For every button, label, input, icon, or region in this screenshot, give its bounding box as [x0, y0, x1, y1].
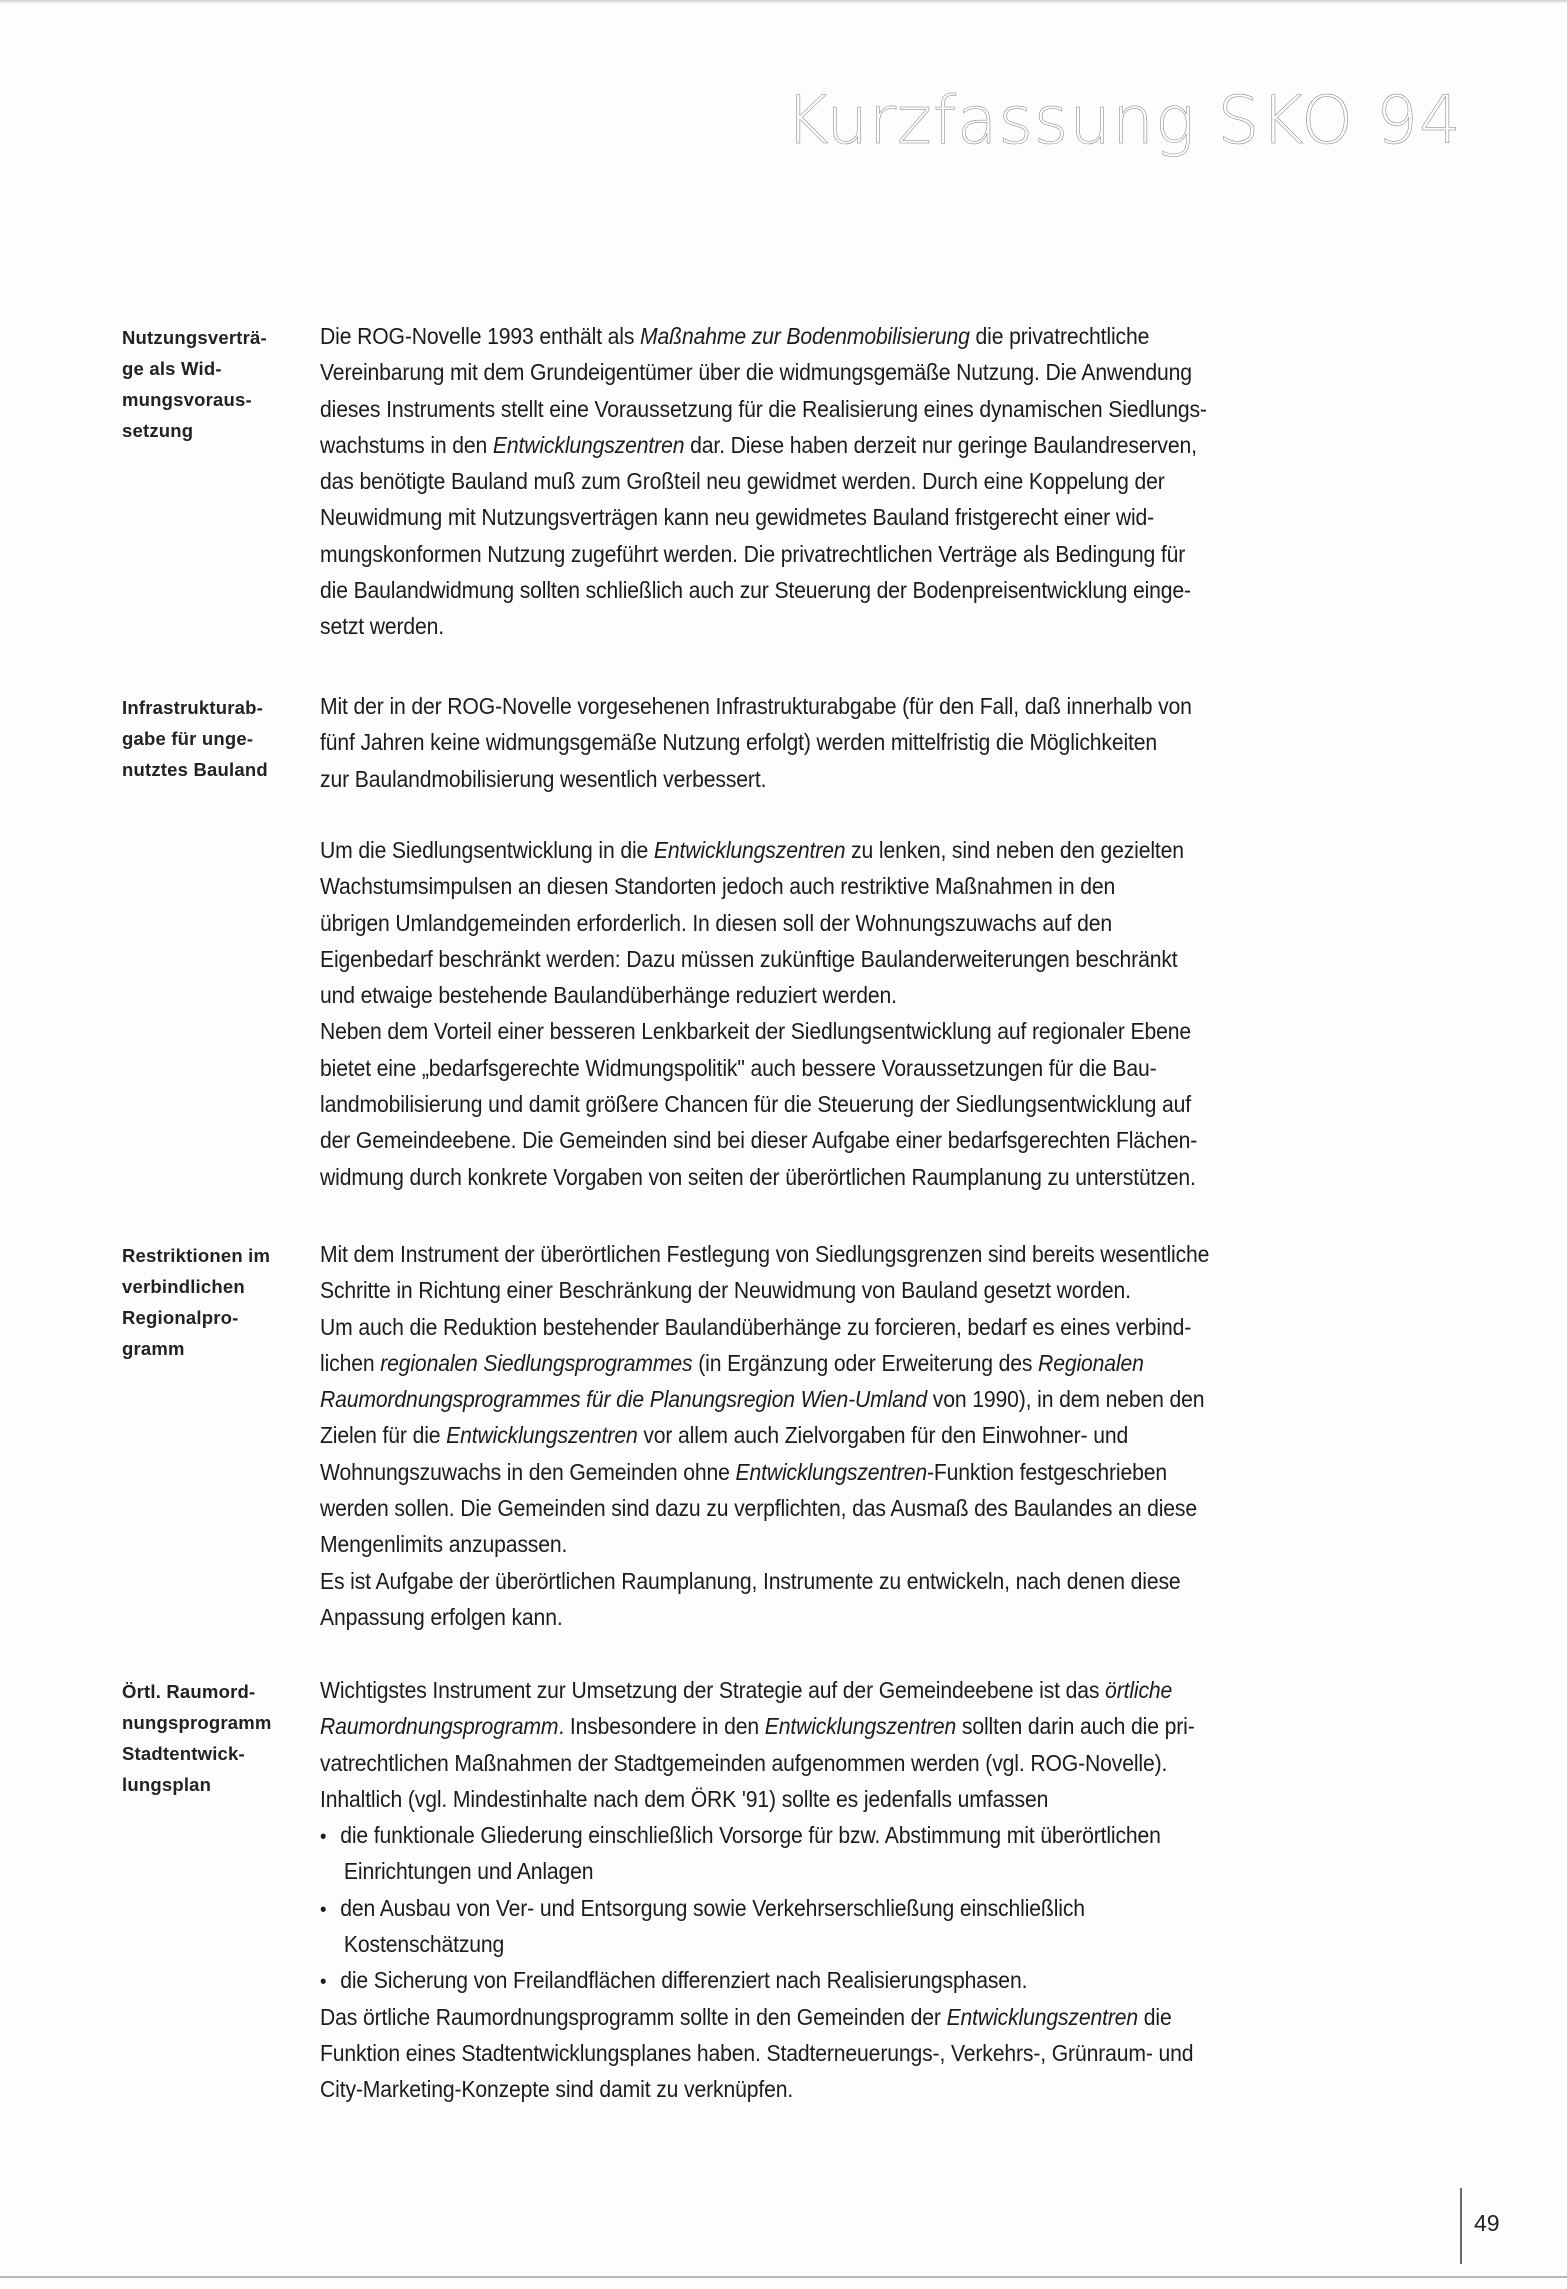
margin-note-line: gramm	[122, 1338, 185, 1359]
text-run: vatrechtlichen Maßnahmen der Stadtgemeinden aufgenommen werden (vgl. ROG-Novelle).	[320, 1749, 1168, 1776]
text-run: zu lenken, sind neben den gezielten	[845, 837, 1184, 863]
margin-note-line: Infrastrukturab-	[122, 697, 263, 718]
text-run: bietet eine „bedarfsgerechte Widmungspolitik" auch bessere Voraussetzungen für die Bau-	[320, 1054, 1157, 1081]
text-line	[320, 1708, 1369, 1744]
emphasis-text: Entwicklungszentren	[653, 837, 846, 863]
text-run: City-Marketing-Konzepte sind damit zu verknüpfen.	[320, 2076, 794, 2103]
emphasis-text: Maßnahme zur Bodenmobilisierung	[640, 323, 970, 349]
margin-note-oertl-raumordnungsprogramm	[122, 1676, 312, 1800]
text-run: wachstums in den	[320, 431, 493, 458]
text-run: setzt werden.	[320, 613, 445, 640]
text-run: mungskonformen Nutzung zugeführt werden. Die privatrechtlichen Verträge als Bedingung für	[320, 540, 1186, 567]
text-line	[320, 1381, 1369, 1417]
text-line	[320, 1926, 1369, 1962]
text-line	[320, 1526, 1369, 1562]
text-line	[320, 1236, 1369, 1272]
margin-note-line: gabe für unge-	[122, 728, 254, 749]
text-line	[320, 1490, 1369, 1526]
paragraph-block-3	[320, 832, 1460, 1195]
paragraph-block-4	[320, 1236, 1460, 1635]
emphasis-text: regionalen Siedlungsprogrammes	[380, 1349, 693, 1376]
text-line	[320, 1272, 1369, 1308]
text-run: Um die Siedlungsentwicklung in die	[320, 837, 654, 863]
text-line	[320, 1417, 1369, 1453]
text-line	[320, 1781, 1369, 1817]
emphasis-text: Entwicklungszentren	[764, 1713, 957, 1740]
text-run: Anpassung erfolgen kann.	[320, 1603, 563, 1630]
text-line	[320, 688, 1369, 724]
paragraph-block-1	[320, 318, 1460, 645]
text-run: die Baulandwidmung sollten schließlich auch zur Steuerung der Bodenpreisentwicklung einge-	[320, 577, 1191, 604]
text-run: dar. Diese haben derzeit nur geringe Baulandreserven,	[684, 431, 1197, 458]
text-line	[320, 536, 1369, 572]
margin-note-line: Örtl. Raumord-	[122, 1681, 256, 1702]
emphasis-text: Entwicklungszentren	[446, 1422, 638, 1449]
text-line	[320, 1454, 1369, 1490]
margin-note-line: nungsprogramm	[122, 1712, 272, 1733]
text-run: Das örtliche Raumordnungsprogramm sollte in den Gemeinden der	[320, 2003, 947, 2030]
text-line	[320, 761, 1369, 797]
margin-note-line: mungsvoraus-	[122, 389, 252, 410]
emphasis-text: Regionalen	[1038, 1349, 1144, 1376]
margin-note-line: setzung	[122, 420, 194, 441]
text-line	[320, 1345, 1369, 1381]
text-run: Wichtigstes Instrument zur Umsetzung der Strategie auf der Gemeindeebene ist das	[320, 1677, 1106, 1703]
text-line	[320, 1745, 1369, 1781]
text-run: . Insbesondere in den	[558, 1713, 765, 1740]
bottom-edge-rule	[0, 2276, 1567, 2278]
text-run: dieses Instruments stellt eine Voraussetzung für die Realisierung eines dynamischen Siedlungs-	[320, 395, 1207, 422]
text-run: die Sicherung von Freilandflächen differenziert nach Realisierungsphasen.	[340, 1967, 1028, 1994]
text-run: Mit dem Instrument der überörtlichen Festlegung von Siedlungsgrenzen sind bereits wesentliche	[320, 1241, 1210, 1267]
top-edge-rule	[0, 0, 1567, 3]
text-line	[320, 1890, 1369, 1926]
text-run: Wohnungszuwachs in den Gemeinden ohne	[320, 1458, 736, 1485]
text-run: Funktion eines Stadtentwicklungsplanes haben. Stadterneuerungs-, Verkehrs-, Grünraum- und	[320, 2039, 1194, 2066]
text-run: Mengenlimits anzupassen.	[320, 1531, 568, 1558]
text-run: -Funktion festgeschrieben	[926, 1458, 1167, 1485]
text-line	[320, 1013, 1369, 1049]
text-line	[320, 868, 1369, 904]
text-run: Um auch die Reduktion bestehender Baulandüberhänge zu forcieren, bedarf es eines verbind-	[320, 1313, 1192, 1340]
margin-note-line: ge als Wid-	[122, 358, 222, 379]
text-line	[320, 499, 1369, 535]
emphasis-text: Entwicklungszentren	[946, 2003, 1139, 2030]
text-line	[320, 1086, 1369, 1122]
text-run: Einrichtungen und Anlagen	[343, 1858, 594, 1885]
text-line	[320, 941, 1369, 977]
text-run: Neuwidmung mit Nutzungsverträgen kann neu gewidmetes Bauland fristgerecht einer wid-	[320, 504, 1155, 531]
text-line	[320, 1672, 1369, 1708]
text-run: von 1990), in dem neben den	[927, 1386, 1205, 1413]
text-run: Mit der in der ROG-Novelle vorgesehenen Infrastrukturabgabe (für den Fall, daß innerhalb von	[320, 693, 1192, 719]
text-run: vor allem auch Zielvorgaben für den Einwohner- und	[637, 1422, 1129, 1449]
text-line	[320, 1599, 1369, 1635]
text-line	[320, 1962, 1369, 1998]
emphasis-text: örtliche	[1105, 1677, 1173, 1703]
text-line	[320, 391, 1369, 427]
emphasis-text: Raumordnungsprogramm	[320, 1713, 559, 1740]
text-line	[320, 2035, 1369, 2071]
text-line	[320, 977, 1369, 1013]
margin-note-nutzungsvertraege	[122, 322, 312, 446]
margin-note-infrastrukturabgabe	[122, 692, 312, 785]
emphasis-text: Entwicklungszentren	[492, 431, 685, 458]
text-run: Neben dem Vorteil einer besseren Lenkbarkeit der Siedlungsentwicklung auf regionaler Ebene	[320, 1018, 1191, 1045]
text-line	[320, 724, 1369, 760]
text-line	[320, 572, 1369, 608]
margin-note-line: Regionalpro-	[122, 1307, 239, 1328]
text-run: die funktionale Gliederung einschließlich Vorsorge für bzw. Abstimmung mit überörtlichen	[340, 1822, 1161, 1849]
text-run: den Ausbau von Ver- und Entsorgung sowie Verkehrserschließung einschließlich	[340, 1894, 1085, 1921]
paragraph-block-5	[320, 1672, 1460, 2108]
text-line	[320, 427, 1369, 463]
text-line	[320, 905, 1369, 941]
text-run: lichen	[320, 1349, 381, 1376]
text-run: widmung durch konkrete Vorgaben von seiten der überörtlichen Raumplanung zu unterstützen.	[320, 1163, 1196, 1190]
text-run: sollten darin auch die pri-	[956, 1713, 1195, 1740]
text-run: Eigenbedarf beschränkt werden: Dazu müssen zukünftige Baulanderweiterungen beschränkt	[320, 945, 1178, 972]
emphasis-text: Entwicklungszentren	[735, 1458, 927, 1485]
bullet-icon: •	[320, 1971, 327, 1994]
margin-note-line: lungsplan	[122, 1774, 212, 1795]
margin-note-line: Stadtentwick-	[122, 1743, 245, 1764]
bullet-icon: •	[320, 1826, 327, 1849]
text-line	[320, 1563, 1369, 1599]
page-number-rule	[1460, 2188, 1462, 2264]
bullet-icon: •	[320, 1898, 327, 1921]
text-line	[320, 1309, 1369, 1345]
text-run: der Gemeindeebene. Die Gemeinden sind bei dieser Aufgabe einer bedarfsgerechten Flächen-	[320, 1127, 1198, 1154]
text-run: landmobilisierung und damit größere Chancen für die Steuerung der Siedlungsentwicklung auf	[320, 1091, 1191, 1118]
emphasis-text: Raumordnungsprogrammes für die Planungsregion Wien-Umland	[320, 1386, 928, 1413]
text-line	[320, 318, 1369, 354]
text-line	[320, 1122, 1369, 1158]
text-run: Kostenschätzung	[343, 1931, 505, 1958]
text-run: Wachstumsimpulsen an diesen Standorten jedoch auch restriktive Maßnahmen in den	[320, 873, 1116, 900]
text-run: übrigen Umlandgemeinden erforderlich. In diesen soll der Wohnungszuwachs auf den	[320, 909, 1112, 936]
text-run: die privatrechtliche	[969, 323, 1150, 349]
text-run: die	[1138, 2003, 1172, 2030]
text-line	[320, 832, 1369, 868]
text-line	[320, 1999, 1369, 2035]
text-line	[320, 463, 1369, 499]
text-run: werden sollen. Die Gemeinden sind dazu zu verpflichten, das Ausmaß des Baulandes an diese	[320, 1495, 1197, 1522]
text-run: Vereinbarung mit dem Grundeigentümer über die widmungsgemäße Nutzung. Die Anwendung	[320, 359, 1192, 386]
page-title: Kurzfassung SKO 94	[785, 82, 1462, 159]
text-run: Zielen für die	[320, 1422, 447, 1449]
margin-note-restriktionen	[122, 1240, 312, 1364]
text-run: Die ROG-Novelle 1993 enthält als	[320, 323, 641, 349]
text-line	[320, 1853, 1369, 1889]
margin-note-line: nutztes Bauland	[122, 759, 268, 780]
text-run: fünf Jahren keine widmungsgemäße Nutzung erfolgt) werden mittelfristig die Möglichkeiten	[320, 729, 1158, 756]
text-line	[320, 1050, 1369, 1086]
text-line	[320, 354, 1369, 390]
text-line	[320, 1817, 1369, 1853]
text-run: Es ist Aufgabe der überörtlichen Raumplanung, Instrumente zu entwickeln, nach denen diese	[320, 1567, 1181, 1594]
text-run: das benötigte Bauland muß zum Großteil neu gewidmet werden. Durch eine Koppelung der	[320, 468, 1165, 495]
page-number: 49	[1474, 2210, 1500, 2236]
margin-note-line: Nutzungsverträ-	[122, 327, 267, 348]
text-run: zur Baulandmobilisierung wesentlich verbessert.	[320, 765, 767, 792]
margin-note-line: verbindlichen	[122, 1276, 245, 1297]
text-line	[320, 608, 1369, 644]
text-line	[320, 1159, 1369, 1195]
text-run: (in Ergänzung oder Erweiterung des	[692, 1349, 1039, 1376]
text-run: Inhaltlich (vgl. Mindestinhalte nach dem ÖRK '91) sollte es jedenfalls umfassen	[320, 1785, 1049, 1812]
text-run: Schritte in Richtung einer Beschränkung der Neuwidmung von Bauland gesetzt worden.	[320, 1277, 1131, 1304]
paragraph-block-2	[320, 688, 1460, 797]
margin-note-line: Restriktionen im	[122, 1245, 271, 1266]
text-line	[320, 2071, 1369, 2107]
text-run: und etwaige bestehende Baulandüberhänge reduziert werden.	[320, 982, 897, 1009]
